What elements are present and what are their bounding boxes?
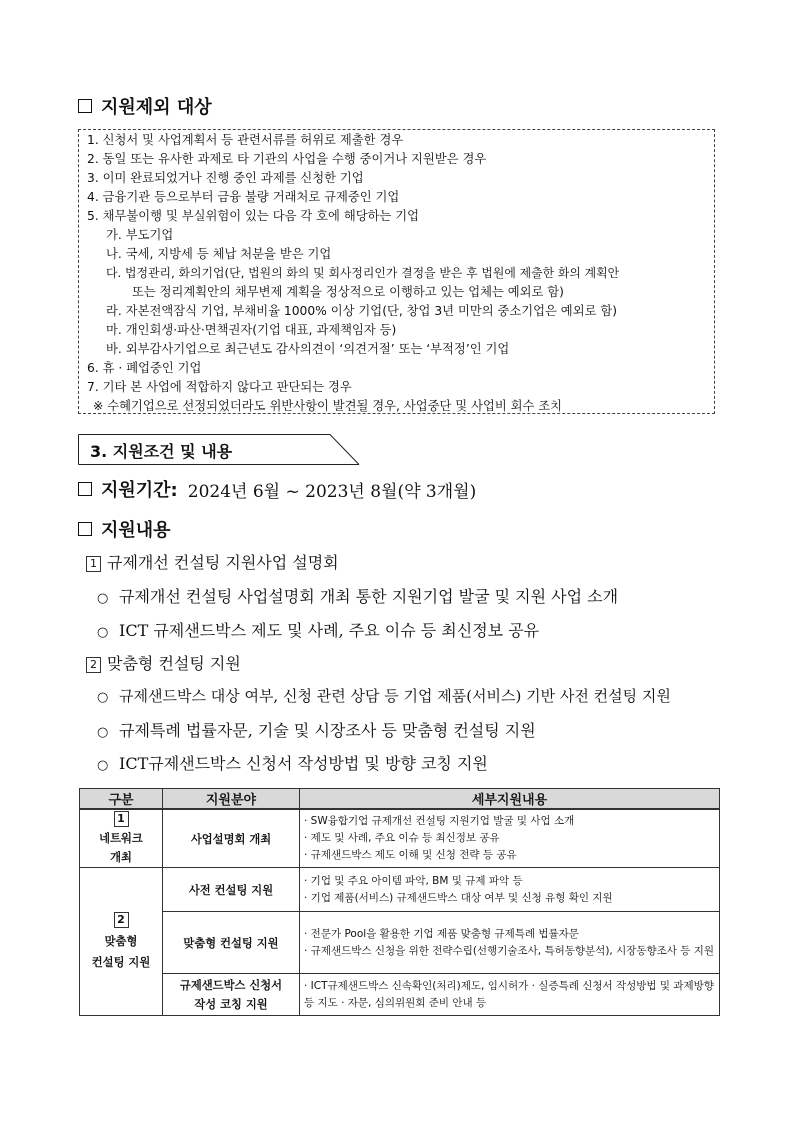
exclusion-subitem: 다. 법정관리, 화의기업(단, 법원의 화의 및 회사정리인가 결정을 받은 후 법원에 제출한 화의 계획안 xyxy=(106,266,620,280)
support-table xyxy=(79,788,720,1016)
exclusion-item: 3. 이미 완료되었거나 진행 중인 과제를 신청한 기업 xyxy=(87,171,364,185)
checkbox-square-icon xyxy=(78,482,92,496)
period-label: 지원기간: xyxy=(101,480,178,501)
group-label: 맞춤형 xyxy=(104,935,138,948)
field-cell: 맞춤형 컨설팅 지원 xyxy=(163,912,300,974)
exclusion-subitem: 마. 개인회생·파산·면책권자(기업 대표, 과제책임자 등) xyxy=(106,323,397,337)
detail-cell xyxy=(300,868,720,912)
exclusion-subitem-cont: 또는 정리계획안의 채무변제 계획을 정상적으로 이행하고 있는 업체는 예외로 함) xyxy=(132,285,564,299)
detail-line: · 기업 및 주요 아이템 파악, BM 및 규제 파악 등 xyxy=(304,874,523,887)
table-header: 구분 xyxy=(80,789,163,810)
exclusion-subitem: 가. 부도기업 xyxy=(106,228,174,242)
exclusion-subitem: 바. 외부감사기업으로 최근년도 감사의견이 ‘의견거절’ 또는 ‘부적정’인 기업 xyxy=(106,342,510,356)
group-label: 개최 xyxy=(110,851,132,864)
subsection-1-text: 규제개선 컨설팅 지원사업 설명회 xyxy=(107,553,339,572)
bullet-item xyxy=(97,718,536,741)
number-box-1: 1 xyxy=(86,556,101,572)
checkbox-square-icon xyxy=(78,522,92,536)
circle-bullet-icon: ○ xyxy=(97,625,109,640)
circle-bullet-icon: ○ xyxy=(97,591,109,606)
detail-line: · SW융합기업 규제개선 컨설팅 지원기업 발굴 및 사업 소개 xyxy=(304,815,575,827)
exclusion-note: ※ 수혜기업으로 선정되었더라도 위반사항이 발견될 경우, 사업중단 및 사업비 회수 조치 xyxy=(93,399,563,413)
bullet-text: 규제개선 컨설팅 사업설명회 개최 통한 지원기업 발굴 및 지원 사업 소개 xyxy=(119,587,619,606)
checkbox-square-icon xyxy=(78,99,92,113)
detail-cell xyxy=(300,809,720,868)
exclusion-heading xyxy=(78,93,212,119)
field-cell xyxy=(163,974,300,1016)
detail-line: · ICT규제샌드박스 신속확인(처리)제도, 임시허가 · 실증특례 신청서 작성방법 및 과제방향 등 지도 · 자문, 심의위원회 준비 안내 등 xyxy=(304,979,714,1009)
table-row xyxy=(80,868,720,912)
bullet-text: 규제샌드박스 대상 여부, 신청 관련 상담 등 기업 제품(서비스) 기반 사전 컨설팅 지원 xyxy=(119,687,671,705)
detail-line: · 기업 제품(서비스) 규제샌드박스 대상 여부 및 신청 유형 확인 지원 xyxy=(304,891,613,904)
group-label: 컨설팅 지원 xyxy=(91,956,151,969)
content-heading xyxy=(78,516,171,542)
exclusion-heading-text: 지원제외 대상 xyxy=(101,97,212,118)
field-label: 작성 코칭 지원 xyxy=(194,997,268,1011)
circle-bullet-icon: ○ xyxy=(97,690,109,705)
section3-title: 3. 지원조건 및 내용 xyxy=(90,442,233,461)
bullet-item xyxy=(97,584,618,607)
detail-line: · 규제샌드박스 신청을 위한 전략수립(선행기술조사, 특허동향분석), 시장동향조사 등 지원 xyxy=(304,944,715,957)
exclusion-item: 1. 신청서 및 사업계획서 등 관련서류를 허위로 제출한 경우 xyxy=(87,133,404,147)
circle-bullet-icon: ○ xyxy=(97,758,109,773)
table-row xyxy=(80,912,720,974)
group-label: 네트워크 xyxy=(99,832,143,845)
bullet-text: 규제특례 법률자문, 기술 및 시장조사 등 맞춤형 컨설팅 지원 xyxy=(119,721,536,740)
table-row xyxy=(80,974,720,1016)
bullet-text: ICT규제샌드박스 신청서 작성방법 및 방향 코칭 지원 xyxy=(119,754,488,773)
field-label: 규제샌드박스 신청서 xyxy=(179,978,283,992)
number-box-1: 1 xyxy=(114,811,129,827)
exclusion-subitem: 라. 자본전액잠식 기업, 부채비율 1000% 이상 기업(단, 창업 3년 미만의 중소기업은 예외로 함) xyxy=(106,304,618,318)
subsection-2-title xyxy=(86,651,241,674)
detail-cell xyxy=(300,974,720,1016)
period-row xyxy=(78,476,476,502)
bullet-text: ICT 규제샌드박스 제도 및 사례, 주요 이슈 등 최신정보 공유 xyxy=(119,621,540,640)
exclusion-list-box xyxy=(78,129,715,414)
group-2-cell xyxy=(80,868,163,1016)
table-row xyxy=(80,809,720,868)
exclusion-item: 7. 기타 본 사업에 적합하지 않다고 판단되는 경우 xyxy=(87,380,352,394)
bullet-item xyxy=(97,618,539,641)
number-box-2: 2 xyxy=(86,657,101,673)
exclusion-item: 2. 동일 또는 유사한 과제로 타 기관의 사업을 수행 중이거나 지원받은 경우 xyxy=(87,152,487,166)
exclusion-item: 4. 금융기관 등으로부터 금융 불량 거래처로 규제중인 기업 xyxy=(87,190,400,204)
detail-cell xyxy=(300,912,720,974)
period-value: 2024년 6월 ~ 2023년 8월(약 3개월) xyxy=(187,481,477,502)
number-box-2: 2 xyxy=(114,912,129,928)
content-heading-text: 지원내용 xyxy=(101,520,171,541)
subsection-2-text: 맞춤형 컨설팅 지원 xyxy=(107,654,241,673)
circle-bullet-icon: ○ xyxy=(97,725,109,740)
detail-line: · 규제샌드박스 제도 이해 및 신청 전략 등 공유 xyxy=(304,849,517,861)
table-header: 지원분야 xyxy=(163,789,300,810)
exclusion-item: 6. 휴 · 폐업중인 기업 xyxy=(87,361,202,375)
group-1-cell xyxy=(80,809,163,868)
exclusion-subitem: 나. 국세, 지방세 등 체납 처분을 받은 기업 xyxy=(106,247,332,261)
field-cell: 사업설명회 개최 xyxy=(163,809,300,868)
table-header-row xyxy=(80,789,720,810)
exclusion-item: 5. 채무불이행 및 부실위험이 있는 다음 각 호에 해당하는 기업 xyxy=(87,209,420,223)
bullet-item xyxy=(97,751,488,774)
field-cell: 사전 컨설팅 지원 xyxy=(163,868,300,912)
table-header: 세부지원내용 xyxy=(300,789,720,810)
detail-line: · 전문가 Pool을 활용한 기업 제품 맞춤형 규제특례 법률자문 xyxy=(304,927,579,940)
subsection-1-title xyxy=(86,550,339,573)
detail-line: · 제도 및 사례, 주요 이슈 등 최신정보 공유 xyxy=(304,832,500,844)
section3-title-ribbon xyxy=(78,434,360,464)
bullet-item xyxy=(97,685,671,706)
